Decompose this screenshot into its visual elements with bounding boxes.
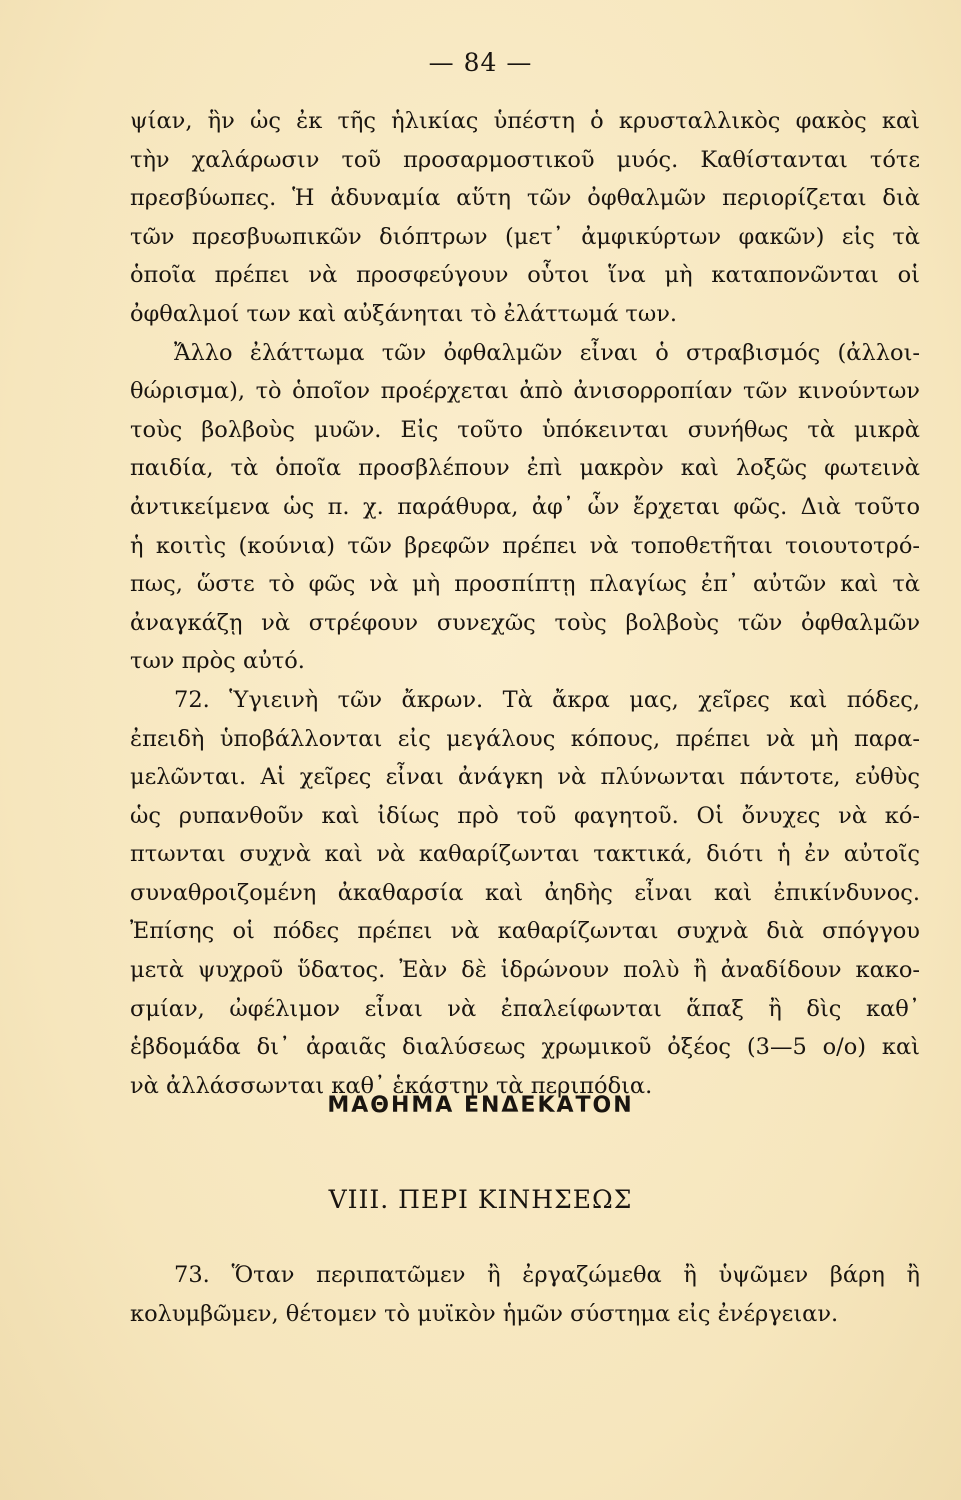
chapter-heading: VIII. ΠΕΡΙ ΚΙΝΗΣΕΩΣ (328, 1185, 633, 1214)
paragraph-73 (130, 1256, 920, 1333)
text-line: ὡς ρυπανθοῦν καὶ ἰδίως πρὸ τοῦ φαγητοῦ. Οἱ ὄνυχες νὰ κό- (130, 802, 920, 829)
text-line: τὴν χαλάρωσιν τοῦ προσαρμοστικοῦ μυός. Καθίστανται τότε (130, 146, 920, 173)
text-line: 73. Ὅταν περιπατῶμεν ἢ ἐργαζώμεθα ἢ ὑψῶμεν βάρη ἢ (174, 1262, 920, 1288)
text-line: ἐπειδὴ ὑποβάλλονται εἰς μεγάλους κόπους, πρέπει νὰ μὴ παρα- (130, 725, 920, 752)
text-line: των πρὸς αὐτό. (130, 648, 305, 675)
text-line: πως, ὥστε τὸ φῶς νὰ μὴ προσπίπτῃ πλαγίως ἐπ᾽ αὐτῶν καὶ τὰ (130, 571, 920, 598)
text-line: ψίαν, ἣν ὡς ἐκ τῆς ἡλικίας ὑπέστη ὁ κρυσταλλικὸς φακὸς καὶ (130, 108, 920, 134)
text-line: συναθροιζομένη ἀκαθαρσία καὶ ἀηδὴς εἶναι καὶ ἐπικίνδυνος. (130, 879, 920, 906)
text-line: Ἄλλο ἐλάττωμα τῶν ὀφθαλμῶν εἶναι ὁ στραβισμός (ἀλλοι- (174, 339, 920, 366)
lesson-heading: ΜΑΘΗΜΑ ΕΝΔΕΚΑΤΟΝ (327, 1093, 634, 1118)
text-line: σμίαν, ὠφέλιμον εἶναι νὰ ἐπαλείφωνται ἅπαξ ἢ δὶς καθ᾽ (130, 995, 920, 1022)
paragraph-72-heading-line: 72. Ὑγιεινὴ τῶν ἄκρων. Τὰ ἄκρα μας, χεῖρες καὶ πόδες, (174, 686, 920, 713)
text-line: νὰ ἀλλάσσωνται καθ᾽ ἑκάστην τὰ περιπόδια. (130, 1072, 653, 1099)
text-line: μετὰ ψυχροῦ ὕδατος. Ἐὰν δὲ ἱδρώνουν πολὺ ἢ ἀναδίδουν κακο- (130, 957, 920, 984)
text-line: ὀφθαλμοί των καὶ αὐξάνηται τὸ ἐλάττωμά των. (130, 300, 678, 327)
text-line: ὁποῖα πρέπει νὰ προσφεύγουν οὗτοι ἵνα μὴ καταπονῶνται οἱ (130, 262, 920, 289)
text-line: κολυμβῶμεν, θέτομεν τὸ μυϊκὸν ἡμῶν σύστημα εἰς ἐνέργειαν. (130, 1300, 839, 1327)
text-line: ἡ κοιτὶς (κούνια) τῶν βρεφῶν πρέπει νὰ τοποθετῆται τοιουτοτρό- (130, 532, 920, 559)
text-line: ἑβδομάδα δι᾽ ἀραιᾶς διαλύσεως χρωμικοῦ ὀξέος (3—5 ο/ο) καὶ (130, 1034, 920, 1061)
text-line: ἀντικείμενα ὡς π. χ. παράθυρα, ἀφ᾽ ὧν ἔρχεται φῶς. Διὰ τοῦτο (130, 493, 920, 520)
text-line: πτωνται συχνὰ καὶ νὰ καθαρίζωνται τακτικά, διότι ἡ ἐν αὐτοῖς (130, 841, 920, 868)
text-line: τοὺς βολβοὺς μυῶν. Εἰς τοῦτο ὑπόκεινται συνήθως τὰ μικρὰ (130, 416, 920, 443)
text-line: θώρισμα), τὸ ὁποῖον προέρχεται ἀπὸ ἀνισορροπίαν τῶν κινούντων (130, 378, 920, 405)
text-line: μελῶνται. Αἱ χεῖρες εἶναι ἀνάγκη νὰ πλύνωνται πάντοτε, εὐθὺς (130, 764, 920, 791)
text-line: παιδία, τὰ ὁποῖα προσβλέπουν ἐπὶ μακρὸν καὶ λοξῶς φωτεινὰ (130, 455, 920, 482)
text-line: πρεσβύωπες. Ἡ ἀδυναμία αὕτη τῶν ὀφθαλμῶν περιορίζεται διὰ (130, 185, 920, 212)
body-text (130, 102, 920, 1105)
text-line: Ἐπίσης οἱ πόδες πρέπει νὰ καθαρίζωνται συχνὰ διὰ σπόγγου (130, 918, 920, 945)
text-line: ἀναγκάζῃ νὰ στρέφουν συνεχῶς τοὺς βολβοὺς τῶν ὀφθαλμῶν (130, 609, 920, 636)
page-number: — 84 — (428, 48, 533, 77)
text-line: τῶν πρεσβυωπικῶν διόπτρων (μετ᾽ ἀμφικύρτων φακῶν) εἰς τὰ (130, 223, 920, 250)
